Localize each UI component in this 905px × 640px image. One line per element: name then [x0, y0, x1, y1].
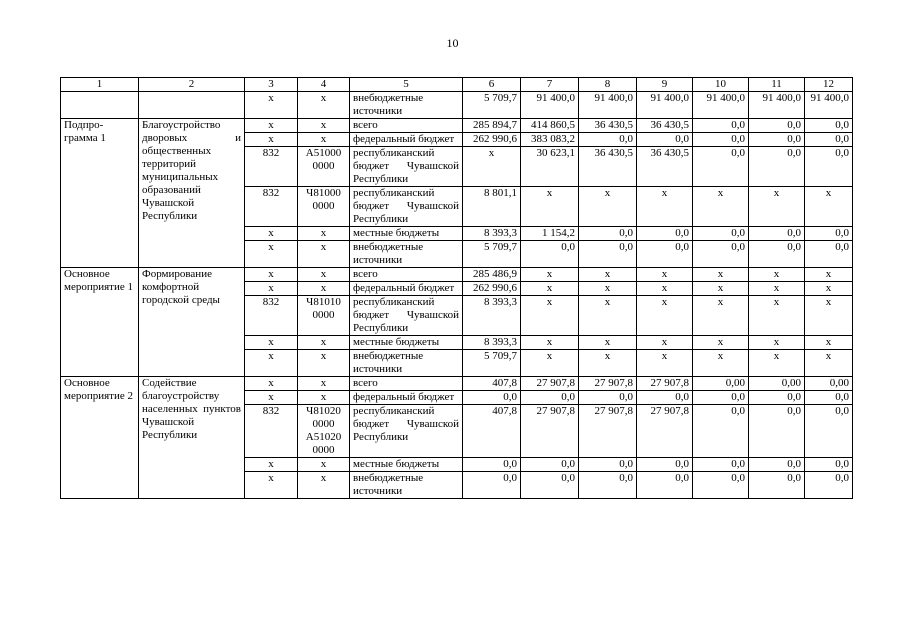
- amount-cell: 407,8: [463, 405, 521, 458]
- code-cell: х: [298, 92, 350, 119]
- amount-cell: х: [693, 282, 749, 296]
- grbs-cell: х: [245, 119, 298, 133]
- amount-cell: 0,0: [579, 241, 637, 268]
- amount-cell: х: [579, 282, 637, 296]
- amount-cell: 36 430,5: [579, 147, 637, 187]
- amount-cell: 0,0: [749, 147, 805, 187]
- code-cell: Ч81010 0000: [298, 296, 350, 336]
- amount-cell: 0,0: [749, 391, 805, 405]
- code-cell: х: [298, 241, 350, 268]
- amount-cell: х: [749, 282, 805, 296]
- code-cell: х: [298, 133, 350, 147]
- amount-cell: х: [749, 187, 805, 227]
- source-cell: всего: [350, 119, 463, 133]
- grbs-cell: 832: [245, 147, 298, 187]
- amount-cell: 0,0: [693, 241, 749, 268]
- amount-cell: 91 400,0: [521, 92, 579, 119]
- amount-cell: х: [693, 268, 749, 282]
- grbs-cell: х: [245, 472, 298, 499]
- amount-cell: 0,0: [463, 391, 521, 405]
- source-cell: республиканский бюджет Чувашской Республики: [350, 405, 463, 458]
- code-cell: А51000 0000: [298, 147, 350, 187]
- amount-cell: 0,0: [579, 133, 637, 147]
- amount-cell: 36 430,5: [637, 147, 693, 187]
- header-cell: 7: [521, 78, 579, 92]
- page-number: 10: [446, 36, 459, 50]
- code-cell: Ч81000 0000: [298, 187, 350, 227]
- amount-cell: 5 709,7: [463, 241, 521, 268]
- amount-cell: 0,0: [749, 405, 805, 458]
- amount-cell: 262 990,6: [463, 282, 521, 296]
- amount-cell: х: [805, 282, 853, 296]
- header-cell: 5: [350, 78, 463, 92]
- header-cell: 3: [245, 78, 298, 92]
- header-cell: 12: [805, 78, 853, 92]
- amount-cell: 0,0: [805, 227, 853, 241]
- amount-cell: х: [637, 268, 693, 282]
- header-cell: 4: [298, 78, 350, 92]
- amount-cell: 0,0: [805, 147, 853, 187]
- amount-cell: 27 907,8: [579, 405, 637, 458]
- amount-cell: 91 400,0: [749, 92, 805, 119]
- amount-cell: 0,0: [805, 133, 853, 147]
- source-cell: федеральный бюджет: [350, 282, 463, 296]
- amount-cell: 91 400,0: [579, 92, 637, 119]
- amount-cell: 0,00: [693, 377, 749, 391]
- grbs-cell: х: [245, 268, 298, 282]
- code-cell: х: [298, 119, 350, 133]
- amount-cell: х: [749, 350, 805, 377]
- table-row: [61, 119, 853, 133]
- amount-cell: х: [521, 336, 579, 350]
- grbs-cell: х: [245, 227, 298, 241]
- amount-cell: х: [521, 268, 579, 282]
- amount-cell: 0,0: [693, 133, 749, 147]
- source-cell: внебюджетные источники: [350, 350, 463, 377]
- program-description-cell: Формирование комфортной городской среды: [139, 268, 245, 377]
- amount-cell: 0,0: [805, 391, 853, 405]
- amount-cell: 0,0: [805, 405, 853, 458]
- amount-cell: 0,0: [463, 458, 521, 472]
- amount-cell: 0,0: [463, 472, 521, 499]
- amount-cell: 0,0: [637, 391, 693, 405]
- amount-cell: 0,0: [521, 458, 579, 472]
- source-cell: всего: [350, 377, 463, 391]
- amount-cell: 5 709,7: [463, 92, 521, 119]
- header-cell: 11: [749, 78, 805, 92]
- header-row: [61, 78, 853, 92]
- code-cell: Ч81020 0000 А51020 0000: [298, 405, 350, 458]
- amount-cell: 0,0: [693, 391, 749, 405]
- budget-table: [60, 77, 853, 499]
- amount-cell: 0,0: [749, 227, 805, 241]
- code-cell: х: [298, 282, 350, 296]
- source-cell: внебюджетные источники: [350, 472, 463, 499]
- amount-cell: х: [521, 350, 579, 377]
- amount-cell: 0,00: [805, 377, 853, 391]
- amount-cell: 407,8: [463, 377, 521, 391]
- code-cell: х: [298, 458, 350, 472]
- amount-cell: х: [637, 336, 693, 350]
- program-description-cell: Благоустройство дворовых и общественных территорий муниципальных образований Чувашской Республики: [139, 119, 245, 268]
- amount-cell: х: [805, 350, 853, 377]
- amount-cell: 0,0: [579, 391, 637, 405]
- amount-cell: 27 907,8: [521, 405, 579, 458]
- amount-cell: 0,0: [749, 241, 805, 268]
- program-name-cell: Подпро-грамма 1: [61, 119, 139, 268]
- amount-cell: 0,0: [693, 147, 749, 187]
- amount-cell: 91 400,0: [805, 92, 853, 119]
- amount-cell: 0,0: [579, 472, 637, 499]
- code-cell: х: [298, 336, 350, 350]
- amount-cell: 0,0: [579, 458, 637, 472]
- amount-cell: 0,0: [521, 241, 579, 268]
- source-cell: федеральный бюджет: [350, 391, 463, 405]
- table-row: [61, 268, 853, 282]
- amount-cell: 0,0: [579, 227, 637, 241]
- amount-cell: 36 430,5: [637, 119, 693, 133]
- source-cell: местные бюджеты: [350, 458, 463, 472]
- amount-cell: 0,0: [637, 227, 693, 241]
- amount-cell: 0,0: [693, 405, 749, 458]
- program-name-cell: [61, 92, 139, 119]
- source-cell: местные бюджеты: [350, 336, 463, 350]
- header-cell: 8: [579, 78, 637, 92]
- amount-cell: 91 400,0: [693, 92, 749, 119]
- amount-cell: х: [805, 296, 853, 336]
- amount-cell: х: [805, 336, 853, 350]
- grbs-cell: 832: [245, 296, 298, 336]
- amount-cell: 0,0: [693, 458, 749, 472]
- amount-cell: 8 393,3: [463, 336, 521, 350]
- amount-cell: х: [805, 268, 853, 282]
- amount-cell: 27 907,8: [637, 405, 693, 458]
- amount-cell: 0,0: [749, 119, 805, 133]
- amount-cell: 0,0: [693, 119, 749, 133]
- amount-cell: 0,0: [805, 241, 853, 268]
- amount-cell: х: [521, 282, 579, 296]
- amount-cell: х: [693, 296, 749, 336]
- amount-cell: х: [521, 296, 579, 336]
- source-cell: внебюджетные источники: [350, 92, 463, 119]
- amount-cell: 0,0: [637, 241, 693, 268]
- amount-cell: 0,0: [637, 133, 693, 147]
- amount-cell: х: [637, 350, 693, 377]
- amount-cell: 0,0: [805, 472, 853, 499]
- amount-cell: х: [749, 296, 805, 336]
- amount-cell: 0,0: [805, 458, 853, 472]
- grbs-cell: х: [245, 391, 298, 405]
- amount-cell: 0,0: [637, 472, 693, 499]
- program-name-cell: Основное мероприятие 1: [61, 268, 139, 377]
- amount-cell: х: [579, 187, 637, 227]
- amount-cell: 0,0: [637, 458, 693, 472]
- header-cell: 9: [637, 78, 693, 92]
- grbs-cell: х: [245, 350, 298, 377]
- amount-cell: 285 486,9: [463, 268, 521, 282]
- amount-cell: 0,0: [693, 227, 749, 241]
- amount-cell: 27 907,8: [637, 377, 693, 391]
- header-cell: 10: [693, 78, 749, 92]
- amount-cell: 36 430,5: [579, 119, 637, 133]
- amount-cell: 0,00: [749, 377, 805, 391]
- source-cell: республиканский бюджет Чувашской Республики: [350, 187, 463, 227]
- amount-cell: 0,0: [521, 391, 579, 405]
- amount-cell: 285 894,7: [463, 119, 521, 133]
- grbs-cell: х: [245, 133, 298, 147]
- amount-cell: 8 801,1: [463, 187, 521, 227]
- amount-cell: 27 907,8: [579, 377, 637, 391]
- amount-cell: 0,0: [693, 472, 749, 499]
- amount-cell: 0,0: [749, 458, 805, 472]
- grbs-cell: х: [245, 458, 298, 472]
- amount-cell: 262 990,6: [463, 133, 521, 147]
- code-cell: х: [298, 377, 350, 391]
- header-cell: 2: [139, 78, 245, 92]
- code-cell: х: [298, 227, 350, 241]
- amount-cell: х: [693, 187, 749, 227]
- amount-cell: х: [637, 296, 693, 336]
- source-cell: республиканский бюджет Чувашской Республики: [350, 147, 463, 187]
- amount-cell: х: [693, 350, 749, 377]
- source-cell: местные бюджеты: [350, 227, 463, 241]
- amount-cell: 414 860,5: [521, 119, 579, 133]
- amount-cell: х: [693, 336, 749, 350]
- amount-cell: 0,0: [749, 133, 805, 147]
- amount-cell: 8 393,3: [463, 296, 521, 336]
- amount-cell: 91 400,0: [637, 92, 693, 119]
- amount-cell: 0,0: [805, 119, 853, 133]
- grbs-cell: х: [245, 92, 298, 119]
- amount-cell: х: [579, 336, 637, 350]
- program-description-cell: [139, 92, 245, 119]
- source-cell: республиканский бюджет Чувашской Республики: [350, 296, 463, 336]
- program-description-cell: Содействие благоустройству населенных пунктов Чувашской Республики: [139, 377, 245, 499]
- source-cell: федеральный бюджет: [350, 133, 463, 147]
- grbs-cell: 832: [245, 187, 298, 227]
- amount-cell: 0,0: [521, 472, 579, 499]
- header-cell: 6: [463, 78, 521, 92]
- source-cell: всего: [350, 268, 463, 282]
- amount-cell: х: [463, 147, 521, 187]
- grbs-cell: х: [245, 241, 298, 268]
- code-cell: х: [298, 350, 350, 377]
- amount-cell: х: [749, 268, 805, 282]
- table-row: [61, 92, 853, 119]
- amount-cell: 5 709,7: [463, 350, 521, 377]
- amount-cell: х: [805, 187, 853, 227]
- amount-cell: х: [749, 336, 805, 350]
- amount-cell: 27 907,8: [521, 377, 579, 391]
- amount-cell: х: [637, 282, 693, 296]
- amount-cell: 0,0: [749, 472, 805, 499]
- grbs-cell: х: [245, 282, 298, 296]
- amount-cell: х: [579, 350, 637, 377]
- code-cell: х: [298, 268, 350, 282]
- amount-cell: 1 154,2: [521, 227, 579, 241]
- amount-cell: х: [521, 187, 579, 227]
- amount-cell: х: [637, 187, 693, 227]
- grbs-cell: 832: [245, 405, 298, 458]
- table-row: [61, 377, 853, 391]
- amount-cell: 383 083,2: [521, 133, 579, 147]
- source-cell: внебюджетные источники: [350, 241, 463, 268]
- amount-cell: х: [579, 268, 637, 282]
- amount-cell: х: [579, 296, 637, 336]
- header-cell: 1: [61, 78, 139, 92]
- amount-cell: 30 623,1: [521, 147, 579, 187]
- program-name-cell: Основное мероприятие 2: [61, 377, 139, 499]
- amount-cell: 8 393,3: [463, 227, 521, 241]
- code-cell: х: [298, 472, 350, 499]
- grbs-cell: х: [245, 377, 298, 391]
- grbs-cell: х: [245, 336, 298, 350]
- code-cell: х: [298, 391, 350, 405]
